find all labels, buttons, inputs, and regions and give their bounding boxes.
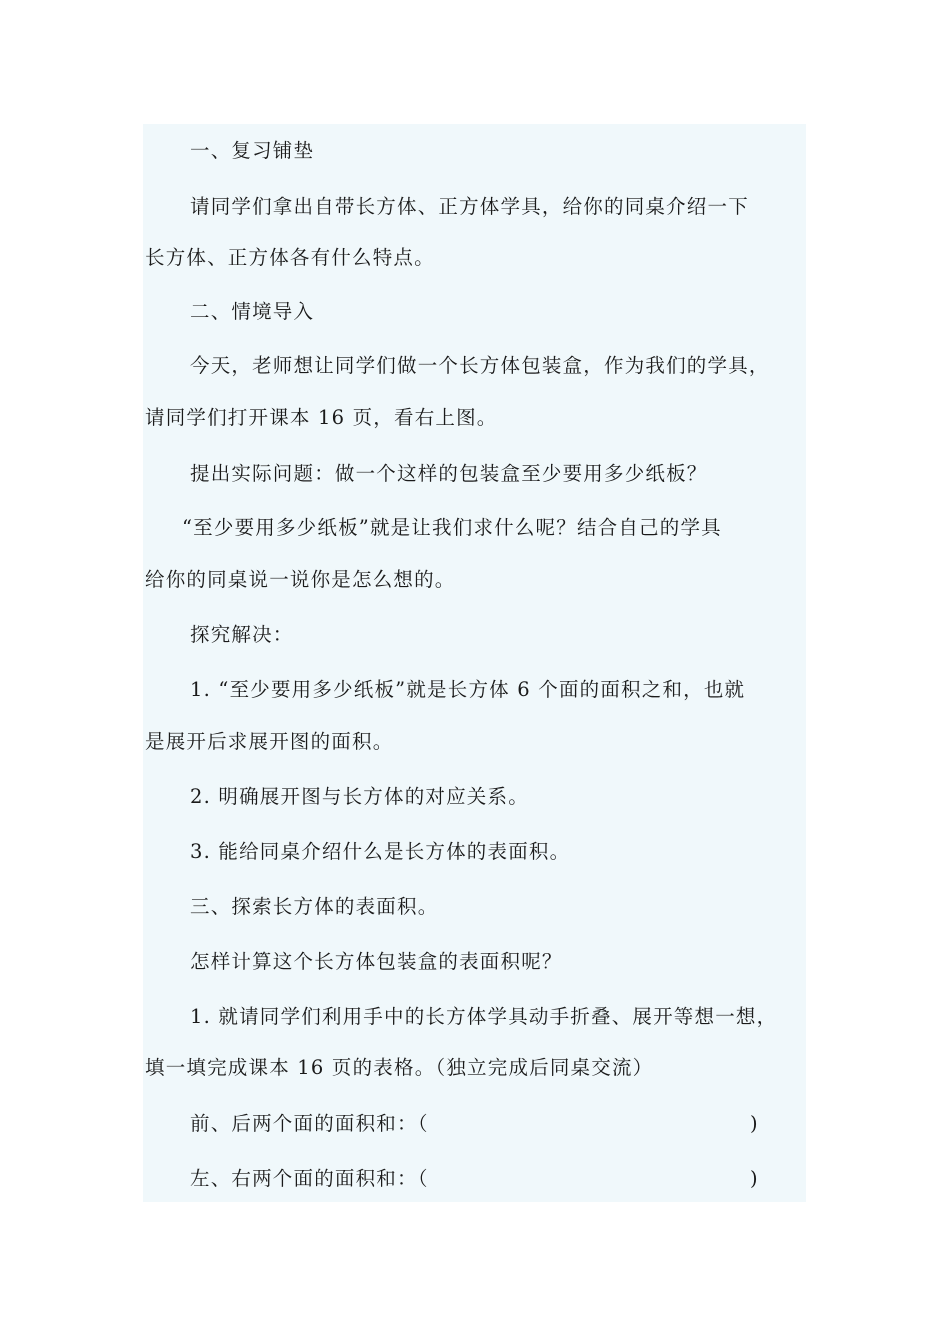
- content-panel: [143, 124, 806, 1202]
- paragraph-line: 请同学们拿出自带长方体、正方体学具，给你的同桌介绍一下: [190, 195, 749, 218]
- list-item: 1. “至少要用多少纸板”就是长方体 6 个面的面积之和，也就: [190, 678, 746, 701]
- paragraph-line: 给你的同桌说一说你是怎么想的。: [145, 568, 456, 591]
- list-item: 2. 明确展开图与长方体的对应关系。: [190, 785, 529, 808]
- paragraph-line: 是展开后求展开图的面积。: [145, 730, 394, 753]
- list-item: 1. 就请同学们利用手中的长方体学具动手折叠、展开等想一想，: [190, 1005, 778, 1028]
- list-item: 3. 能给同桌介绍什么是长方体的表面积。: [190, 840, 571, 863]
- blank-close-paren: ): [750, 1112, 758, 1135]
- section-heading-review: 一、复习铺垫: [190, 139, 315, 162]
- section-heading-scenario: 二、情境导入: [190, 300, 315, 323]
- paragraph-line: 怎样计算这个长方体包装盒的表面积呢？: [190, 950, 563, 973]
- fill-blank-line-front-back: 前、后两个面的面积和：（: [190, 1112, 429, 1135]
- subheading-explore: 探究解决：: [190, 623, 294, 646]
- paragraph-line: 请同学们打开课本 16 页，看右上图。: [145, 406, 498, 429]
- paragraph-line: 长方体、正方体各有什么特点。: [145, 246, 435, 269]
- paragraph-line: “至少要用多少纸板”就是让我们求什么呢？结合自己的学具: [182, 516, 722, 539]
- fill-blank-line-left-right: 左、右两个面的面积和：（: [190, 1167, 429, 1190]
- blank-close-paren: ): [750, 1167, 758, 1190]
- section-heading-explore-surface-area: 三、探索长方体的表面积。: [190, 895, 439, 918]
- paragraph-line: 提出实际问题：做一个这样的包装盒至少要用多少纸板？: [190, 462, 708, 485]
- paragraph-line: 填一填完成课本 16 页的表格。（独立完成后同桌交流）: [145, 1056, 654, 1079]
- paragraph-line: 今天，老师想让同学们做一个长方体包装盒，作为我们的学具，: [190, 354, 770, 377]
